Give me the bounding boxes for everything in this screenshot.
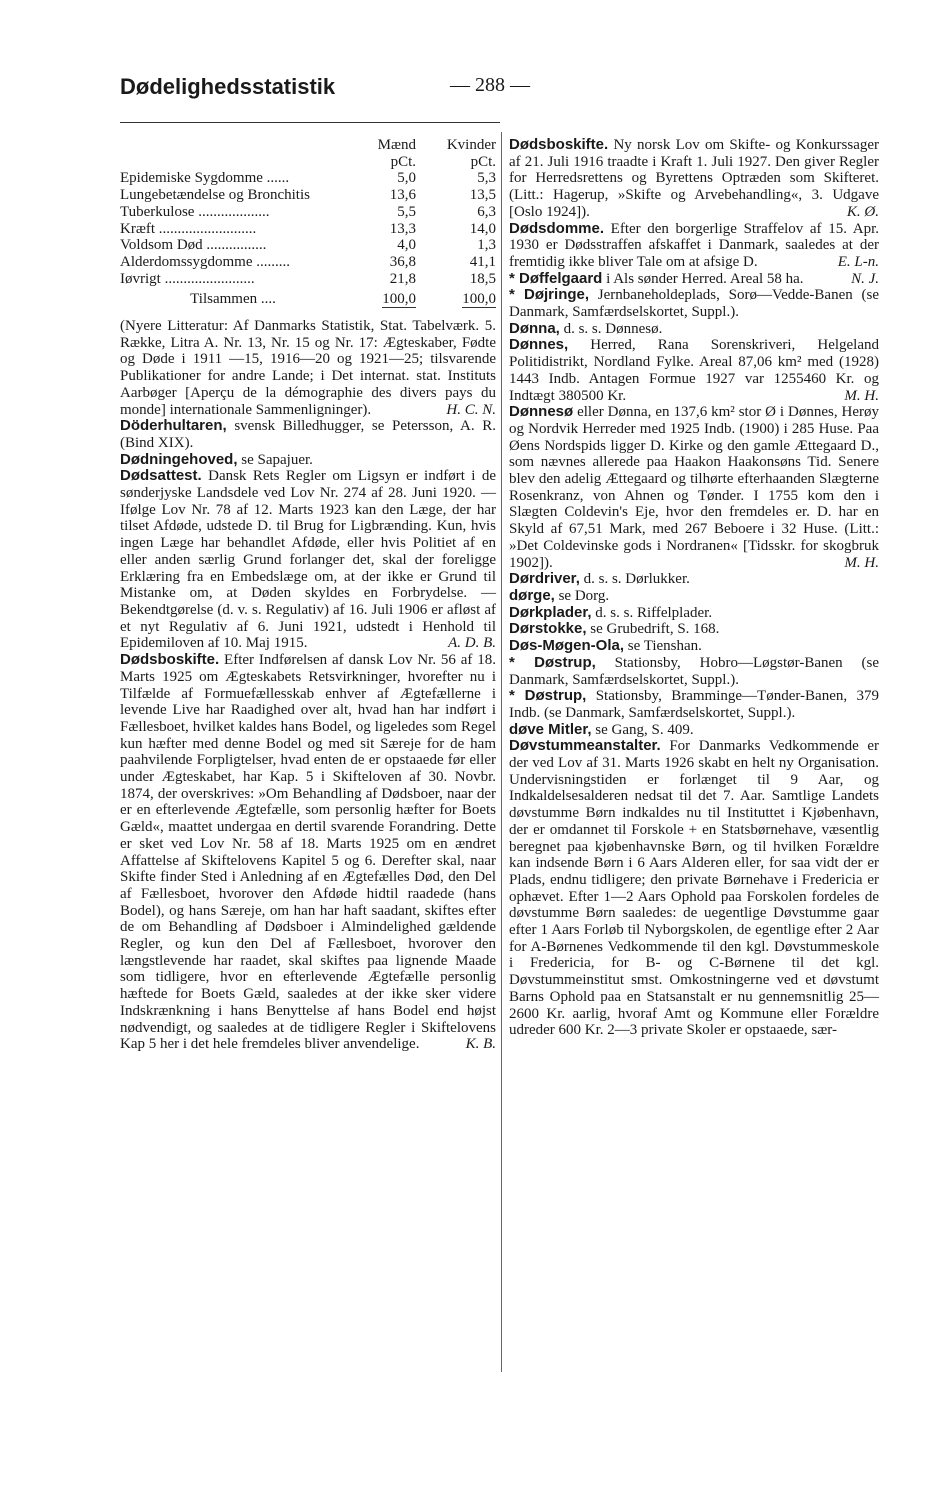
total-women: 100,0 <box>462 291 496 308</box>
value-women: 1,3 <box>477 237 496 254</box>
entry-headword: Dødsdomme. <box>509 219 605 237</box>
entry <box>509 571 879 588</box>
entry <box>509 137 879 221</box>
entry <box>509 221 879 271</box>
page-number: — 288 — <box>450 74 530 96</box>
entry-text: se Gang, S. 409. <box>595 721 694 738</box>
header-rule <box>120 122 500 123</box>
entry-text: eller Dønna, en 137,6 km² stor Ø i Dønnes, Herøy og Nordvik Herreder med 1925 Indb. (1900) i 285 Huse. Paa Øens Nordspids ligger D. Kirke og den gamle Ættegaard D., som nævnes allerede paa Haakon Haakonsøns Tid. Senere blev den adelig Ættegaard og tilhørte efterhaanden Slægterne Rosenkranz, von Ahnen og Tønder. I 1755 kom den i Slægten Coldevin's Eje, hvor den fremdeles er. D. har en Skyld af 67,51 Mark, med 267 Beboere i 32 Huse. (Litt.: »Det Coldevinske gods i Nordranen« [Tidsskr. for skogbruk 1902]). <box>509 404 879 571</box>
entry-signature: K. Ø. <box>846 203 879 220</box>
value-women: 13,5 <box>469 187 496 204</box>
table-row <box>120 221 496 238</box>
entry <box>120 452 496 469</box>
entry-text: Efter Indførelsen af dansk Lov Nr. 56 af 18. Marts 1925 om Ægteskabets Retsvirkninger, hvorefter nu i Tilfælde af Formuefællesskab enhver af Ægtefællerne i levende Live har Raadighed over alt, hvad han har indført i Fællesboet, hvilket kaldes hans Bodel, og ligeledes som Regel kun hæfter med denne Bodel og med sit Særeje for de ham paahvilende Forpligtelser, hvad enten de er opstaaede før eller under Ægteskabet, har Kap. 5 i Skifteloven af 30. Novbr. 1874, der overskrives: »Om Behandling af Dødsboer, naar der er en efterlevende Ægtefælle, som personlig hæfter for Boets Gæld«, maattet undergaa en dertil svarende Forandring. Dette er sket ved Lov Nr. 58 af 18. Marts 1925 om en ændret Affattelse af Skiftelovens Kapitel 5 og 6. Derefter skal, naar Skifte finder Sted i Anledning af en Ægtefælles Død, den Del af Fællesboet, hvorover den Afdøde hidtil raadede (hans Bodel), og hans Særeje, om han har haft saadant, skiftes efter de om Behandling af Dødsboer i Almindelighed gældende Regler, og kun den Del af Fællesboet, hvorover den længstlevende har raadet, skal skiftes paa lignende Maade som tidligere, hvor en efterlevende Ægtefælle personlig hæftede for Boets Gæld, saaledes at der ikke sker videre Indskrænkning i hans Benyttelse af hans Bodel end højst nødvendigt, og saaledes at de tidligere Regler i Skiftelovens Kap 5 her i det hele fremdeles bliver anvendelige. <box>120 652 497 1053</box>
table-row <box>120 271 496 288</box>
entry <box>509 738 879 1039</box>
entry-headword: Dødsboskifte. <box>509 136 609 153</box>
entry-text: se Grubedrift, S. 168. <box>590 621 720 638</box>
value-women: 14,0 <box>469 220 496 237</box>
entry-headword: Dønna, <box>509 319 560 337</box>
entry-text: se Tienshan. <box>627 638 702 655</box>
entry-text: d. s. s. Dønnesø. <box>563 320 663 337</box>
entry-headword: * Døstrup, <box>509 687 587 705</box>
entry-headword: Dødsboskifte. <box>120 651 220 669</box>
value-women: 41,1 <box>469 253 496 270</box>
unit-men: pCt. <box>390 153 416 170</box>
entry-headword: Døvstummeanstalter. <box>509 737 661 755</box>
entry <box>120 652 496 1053</box>
entry <box>509 605 879 622</box>
entry-text: Jernbaneholdeplads, Sorø—Vedde-Banen (se Danmark, Samfærdselskortet, Suppl.). <box>509 287 879 321</box>
col-header-women: Kvinder <box>446 137 496 153</box>
entry-headword: Döderhultaren, <box>120 417 227 435</box>
unit-women: pCt. <box>470 153 496 170</box>
entry-signature: A. D. B. <box>448 635 496 652</box>
value-men: 5,5 <box>397 203 416 220</box>
entry-headword: Dørstokke, <box>509 620 587 638</box>
entry-signature: M. H. <box>844 387 879 404</box>
mortality-table <box>120 137 496 308</box>
entry-headword: Dønnes, <box>509 336 569 354</box>
entry <box>509 287 879 320</box>
entry-text: Stationsby, Bramminge—Tønder-Banen, 379 Indb. (se Danmark, Samfærdselskortet, Suppl.). <box>509 688 879 721</box>
entry <box>509 321 879 338</box>
entry <box>509 404 879 571</box>
entry-headword: Dønnesø <box>509 403 574 421</box>
right-column <box>509 137 879 1039</box>
value-women: 6,3 <box>477 203 496 220</box>
entry <box>509 588 879 605</box>
cause-label: Alderdomssygdomme ......... <box>120 253 290 270</box>
table-row <box>120 254 496 271</box>
value-men: 4,0 <box>397 237 416 254</box>
left-entries <box>120 318 496 1053</box>
entry <box>509 337 879 404</box>
entry-signature: E. L-n. <box>837 253 879 270</box>
entry-text: se Sapajuer. <box>241 451 313 468</box>
entry-text: Ny norsk Lov om Skifte- og Konkurssager af 21. Juli 1916 traadte i Kraft 1. Juli 1927. Den giver Regler for Herredsrettens og Byrettens Optræden som Skifteret. (Litt.: Hagerup, »Skifte og Arvebehandling«, 3. Udgave [Oslo 1924]). <box>509 137 880 220</box>
value-men: 5,0 <box>397 170 416 187</box>
entry-text: d. s. s. Riffelplader. <box>595 604 713 621</box>
cause-label: Iøvrigt ........................ <box>120 270 255 287</box>
running-title: Dødelighedsstatistik <box>120 74 336 99</box>
entry-text: Dansk Rets Regler om Ligsyn er indført i de sønderjyske Landsdele ved Lov Nr. 274 af 28. Juni 1920. — Ifølge Lov Nr. 78 af 12. Marts 1923 kan den Læge, der har tilset Afdøde, udstede D. til Brug for Ligbrænding. Kun, hvis ingen Læge har behandlet Afdøde, eller hvis Politiet af en eller anden særlig Grund forlanger det, skal der foreligge Erklæring fra en Embedslæge om, at der ikke er Grund til Mistanke om, at Døden skyldes en Forbrydelse. — Bekendtgørelse (d. v. s. Regulativ) af 16. Juli 1906 er afløst af et nyt Regulativ af 6. Juni 1921, udstedt i Henhold til Epidemiloven af 10. Maj 1915. <box>120 468 497 652</box>
entry-headword: * Døffelgaard <box>509 269 603 287</box>
entry-headword: Døs-Møgen-Ola, <box>509 637 624 655</box>
entry-headword: Dørdriver, <box>509 570 580 588</box>
value-men: 21,8 <box>389 270 416 287</box>
page-header <box>120 74 840 106</box>
cause-label: Lungebetændelse og Bronchitis <box>120 187 310 204</box>
entry-text: Herred, Rana Sorenskriveri, Helgeland Politidistrikt, Nordland Fylke. Areal 87,06 km² med (1928) 1443 Indb. Antagen Formue 1927 var 1255460 Kr. og Indtægt 380500 Kr. <box>509 337 880 404</box>
cause-label: Epidemiske Sygdomme ...... <box>120 170 290 187</box>
entry-headword: * Døjringe, <box>509 286 590 304</box>
entry <box>120 418 496 451</box>
entry-text: d. s. s. Dørlukker. <box>583 571 690 588</box>
value-women: 18,5 <box>469 270 496 287</box>
left-column <box>120 137 496 1053</box>
total-men: 100,0 <box>382 291 416 308</box>
entry <box>509 271 879 288</box>
total-label: Tilsammen .... <box>190 291 276 308</box>
entry-headword: dørge, <box>509 586 555 604</box>
entry-headword: Dørkplader, <box>509 603 592 621</box>
table-row <box>120 187 496 204</box>
entry <box>120 318 496 418</box>
entry-text: Stationsby, Hobro—Løgstør-Banen (se Danmark, Samfærdselskortet, Suppl.). <box>509 654 879 688</box>
entry <box>509 655 879 688</box>
entry <box>120 468 496 652</box>
column-divider <box>501 132 502 1372</box>
entry-headword: døve Mitler, <box>509 720 592 738</box>
cause-label: Tuberkulose ................... <box>120 203 270 220</box>
entry-signature: K. B. <box>465 1036 496 1053</box>
entry-text: svensk Billedhugger, se Petersson, A. R. (Bind XIX). <box>120 418 496 451</box>
entry-text: i Als sønder Herred. Areal 58 ha. <box>606 270 804 287</box>
table-row <box>120 170 496 187</box>
cause-label: Kræft .......................... <box>120 220 257 237</box>
right-entries <box>509 137 879 1039</box>
entry-text: (Nyere Litteratur: Af Danmarks Statistik, Stat. Tabelværk. 5. Række, Litra A. Nr. 13, Nr. 15 og Nr. 17: Ægteskaber, Fødte og Døde i 1911 —15, 1916—20 og 1921—25; tilsvarende Publikationer for andre Lande; i Det internat. stat. Instituts Aarbøger [Aperçu de la démographie des divers pays du monde] internationale Sammenligninger). <box>120 318 496 418</box>
entry <box>509 638 879 655</box>
col-header-men: Mænd <box>377 137 416 153</box>
cause-label: Voldsom Død ................ <box>120 237 267 254</box>
value-men: 13,6 <box>389 187 416 204</box>
value-women: 5,3 <box>477 170 496 187</box>
table-row <box>120 204 496 221</box>
entry-text: se Dorg. <box>558 587 610 604</box>
value-men: 13,3 <box>389 220 416 237</box>
entry-signature: H. C. N. <box>446 401 496 418</box>
entry-signature: M. H. <box>844 554 879 571</box>
entry <box>509 688 879 721</box>
entry-headword: Dødsattest. <box>120 467 202 485</box>
entry-text: For Danmarks Vedkommende er der ved Lov af 31. Marts 1926 skabt en helt ny Organisation. Undervisningstiden er forlænget til 9 Aar, og Indkaldelsesalderen nedsat til det 7. Aar. Samtlige Landets døvstumme Børn indkaldes nu til Instituttet i Kjøbenhavn, der er omdannet til Forskole + en Statsbørnehave, væsentlig beregnet paa kjøbenhavnske Børn, og til hvilken Forældre kan indsende Børn i 6 Aars Alderen eller, for saa vidt der er Plads, endnu tidligere; den private Børnehave i Fredericia er ophævet. Efter 1—2 Aars Ophold paa Forskolen fordeles de døvstumme Børn saaledes: de uegentlige Døvstumme gaar efter 1 Aars Forløb til Nyborgskolen, de egentlige efter 2 Aar for A-Børnenes Vedkommende til den kgl. Døvstummeskole i Fredericia, for B- og C-Børnene til det kgl. Døvstummeinstitut smst. Omkostningerne ved et døvstumt Barns Ophold paa en Statsanstalt er nu gennemsnitlig 25—2600 Kr. aarlig, hvoraf Amt og Kommune eller Forældre udreder 600 Kr. 2—3 private Skoler er opstaaede, sær- <box>509 738 879 1039</box>
table-row <box>120 237 496 254</box>
entry-headword: * Døstrup, <box>509 653 596 671</box>
total-row <box>120 287 496 308</box>
entry-headword: Dødningehoved, <box>120 450 238 468</box>
entry-text: Efter den borgerlige Straffelov af 15. Apr. 1930 er Dødsstraffen afskaffet i Danmark, saaledes at der fremtidig ikke bliver Tale om at afsige D. <box>509 220 879 270</box>
value-men: 36,8 <box>389 253 416 270</box>
entry-signature: N. J. <box>851 270 879 287</box>
entry <box>509 722 879 739</box>
entry <box>509 621 879 638</box>
